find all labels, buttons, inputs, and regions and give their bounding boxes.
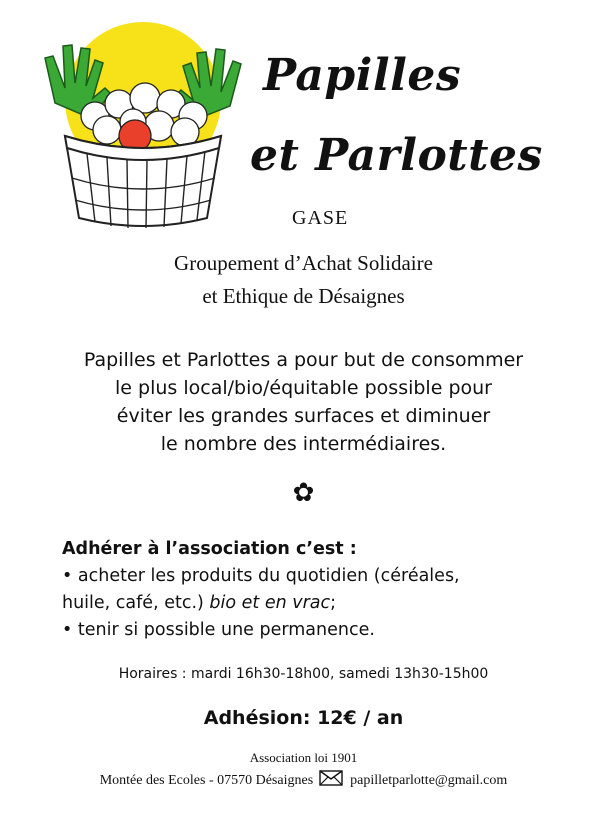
opening-hours: Horaires : mardi 16h30-18h00, samedi 13h30-15h00: [118, 666, 489, 682]
intro-line: le nombre des intermédiaires.: [160, 433, 447, 455]
membership-section: [62, 536, 460, 644]
postal-address: Montée des Ecoles - 07570 Désaignes: [99, 773, 314, 788]
flower-icon: ✿: [292, 478, 315, 508]
membership-item-end: ;: [330, 593, 337, 613]
membership-fee: Adhésion: 12€ / an: [203, 707, 404, 729]
email-link[interactable]: papilletparlotte@gmail.com: [350, 773, 508, 788]
membership-item-emphasis: bio et en vrac: [209, 593, 331, 613]
title-line-1: Papilles: [263, 50, 462, 101]
title-line-2: et Parlottes: [250, 130, 543, 181]
association-status: Association loi 1901: [249, 750, 358, 765]
intro-line: le plus local/bio/équitable possible pour: [115, 377, 492, 399]
membership-heading: Adhérer à l’association c’est :: [62, 539, 357, 559]
subtitle-line-1: Groupement d’Achat Solidaire: [174, 251, 433, 275]
membership-item-continued: [62, 590, 460, 617]
membership-item: • tenir si possible une permanence.: [62, 620, 375, 640]
membership-item-text: huile, café, etc.): [62, 593, 210, 613]
contact-line: [0, 770, 607, 789]
basket-of-apples-with-hands-icon: [35, 18, 250, 233]
subtitle-line-2: et Ethique de Désaignes: [202, 284, 405, 308]
envelope-icon: [319, 770, 343, 786]
intro-line: Papilles et Parlottes a pour but de consommer: [83, 349, 524, 371]
intro-line: éviter les grandes surfaces et diminuer: [116, 405, 491, 427]
acronym: GASE: [292, 207, 349, 229]
intro-text: [0, 346, 607, 458]
membership-item: • acheter les produits du quotidien (céréales,: [62, 566, 460, 586]
